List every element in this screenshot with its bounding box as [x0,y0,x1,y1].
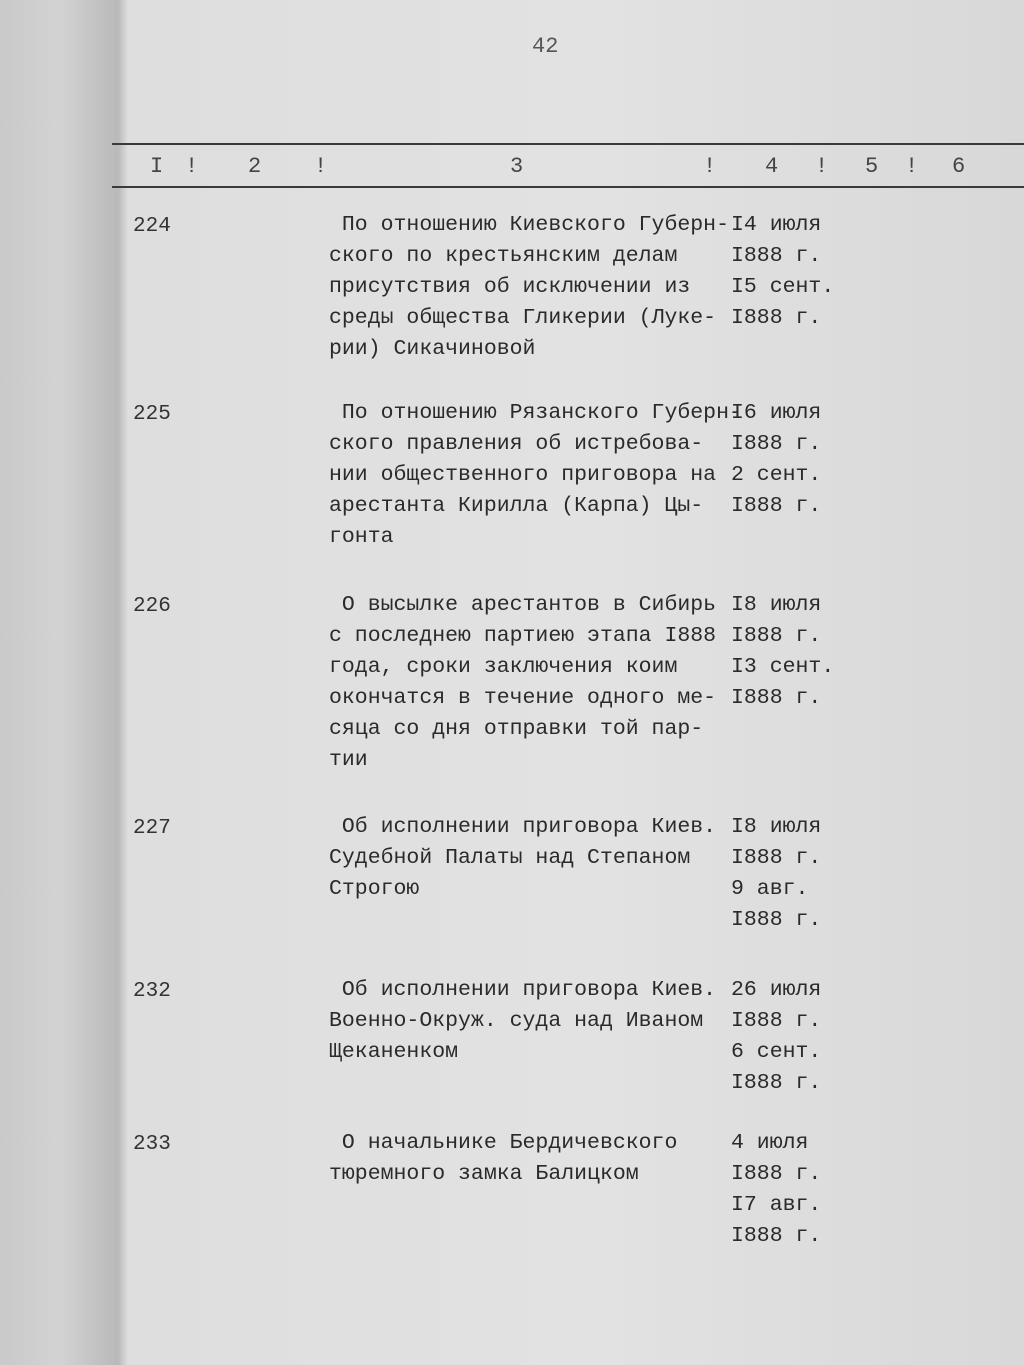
entry-number: 224 [133,215,171,238]
description-line: сяца со дня отправки той пар- [329,717,704,741]
date-line: I888 г. [731,244,822,268]
description-line: По отношению Киевского Губерн- [329,213,729,237]
description-line: Военно-Окруж. суда над Иваном [329,1009,704,1033]
entry-description [329,812,716,905]
description-line: среды общества Гликерии (Луке- [329,306,717,330]
description-line: Об исполнении приговора Киев. [329,815,717,839]
column-header-4: 4 [765,154,779,179]
column-header-6: 6 [952,154,966,179]
description-line: О высылке арестантов в Сибирь [329,593,717,617]
entry-description [329,398,742,553]
description-line: Об исполнении приговора Киев. [329,978,717,1002]
entry-dates [731,975,821,1099]
column-separator: ! [314,154,328,179]
description-line: По отношению Рязанского Губерн- [329,401,742,425]
date-line: I8 июля [731,815,822,839]
entry-number: 225 [133,403,171,426]
column-header-5: 5 [865,154,879,179]
date-line: I4 июля [731,213,822,237]
entry-dates [731,398,821,522]
description-line: ского правления об истребова- [329,432,704,456]
column-separator: ! [815,154,829,179]
date-line: I888 г. [731,1009,822,1033]
description-line: Судебной Палаты над Степаном [329,846,691,870]
column-header-3: 3 [510,154,524,179]
description-line: рии) Сикачиновой [329,337,536,361]
entry-dates [731,210,834,334]
date-line: I7 авг. [731,1193,822,1217]
date-line: 9 авг. [731,877,809,901]
description-line: присутствия об исключении из [329,275,691,299]
entry-number: 227 [133,817,171,840]
date-line: I888 г. [731,846,822,870]
entry-number: 232 [133,980,171,1003]
page-number: 42 [532,34,559,59]
column-header-I: I [150,154,164,179]
description-line: нии общественного приговора на [329,463,717,487]
entry-number: 226 [133,595,171,618]
entry-dates [731,812,821,936]
date-line: I888 г. [731,494,822,518]
description-line: О начальнике Бердичевского [329,1131,678,1155]
header-top-rule [112,143,1024,145]
date-line: I5 сент. [731,275,835,299]
date-line: I3 сент. [731,655,835,679]
description-line: Строгою [329,877,420,901]
description-line: гонта [329,525,394,549]
description-line: Щеканенком [329,1040,459,1064]
description-line: тюремного замка Балицком [329,1162,639,1186]
entry-description [329,210,729,365]
date-line: I888 г. [731,1224,822,1248]
entry-description [329,1128,677,1190]
description-line: с последнею партиею этапа I888 [329,624,717,648]
header-bottom-rule [112,186,1024,188]
description-line: тии [329,748,368,772]
date-line: I888 г. [731,908,822,932]
date-line: 2 сент. [731,463,822,487]
entry-number: 233 [133,1133,171,1156]
description-line: ского по крестьянским делам [329,244,678,268]
date-line: I8 июля [731,593,822,617]
entry-description [329,590,716,776]
entry-dates [731,1128,821,1252]
date-line: 6 сент. [731,1040,822,1064]
description-line: арестанта Кирилла (Карпа) Цы- [329,494,704,518]
column-separator: ! [703,154,717,179]
date-line: I888 г. [731,306,822,330]
column-separator: ! [185,154,199,179]
column-separator: ! [905,154,919,179]
date-line: I888 г. [731,624,822,648]
entry-description [329,975,716,1068]
date-line: I6 июля [731,401,822,425]
date-line: I888 г. [731,432,822,456]
description-line: года, сроки заключения коим [329,655,678,679]
date-line: I888 г. [731,686,822,710]
column-header-2: 2 [248,154,262,179]
date-line: 26 июля [731,978,822,1002]
date-line: I888 г. [731,1162,822,1186]
description-line: окончатся в течение одного ме- [329,686,717,710]
date-line: 4 июля [731,1131,809,1155]
entry-dates [731,590,834,714]
date-line: I888 г. [731,1071,822,1095]
